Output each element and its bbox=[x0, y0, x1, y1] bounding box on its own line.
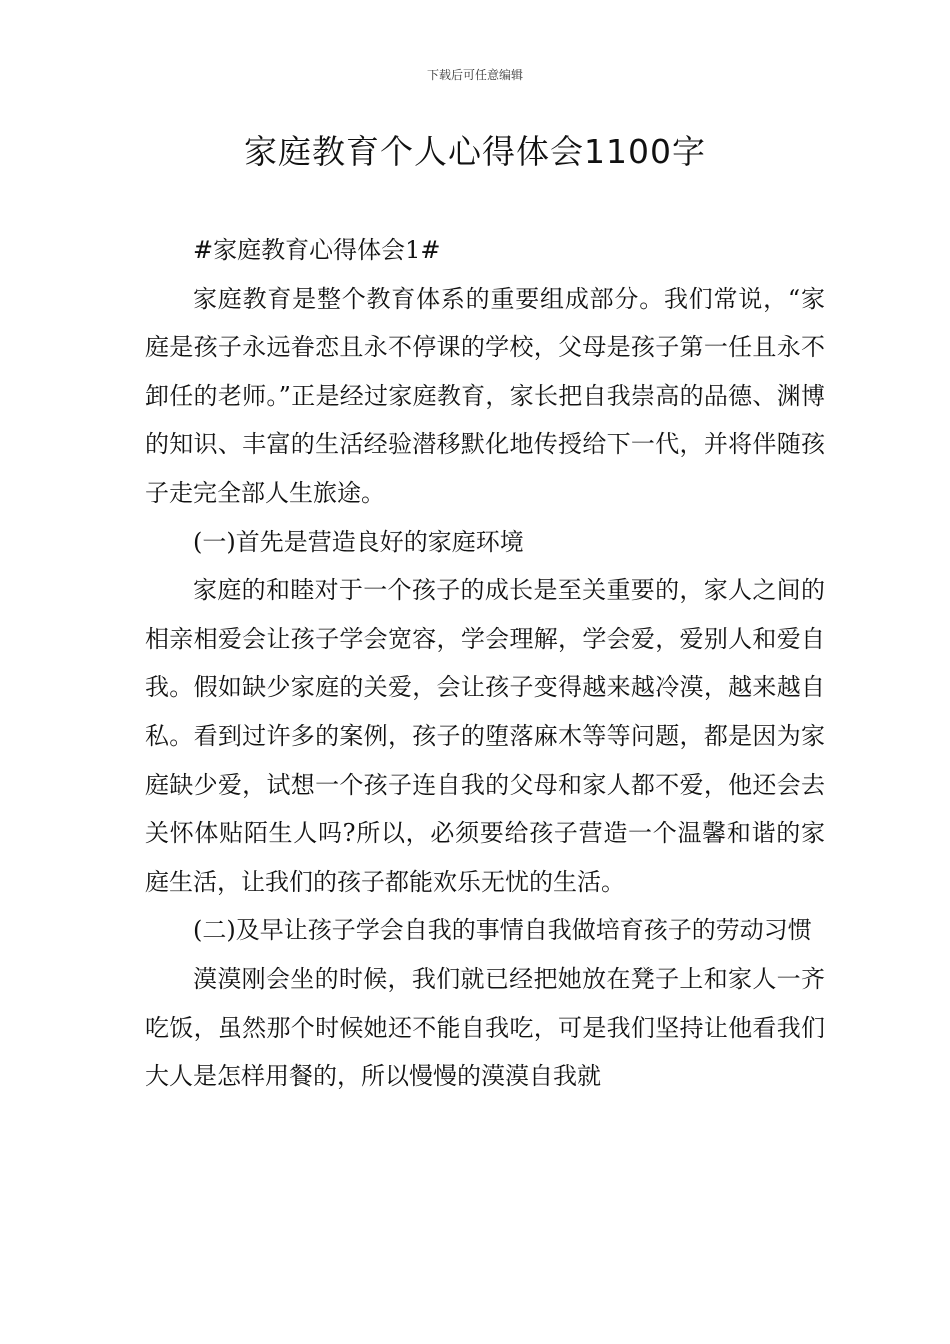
section-heading-1: #家庭教育心得体会1# bbox=[193, 236, 441, 264]
header-note: 下载后可任意编辑 bbox=[426, 68, 523, 82]
document-body bbox=[145, 226, 825, 1101]
paragraph-family-environment: 家庭的和睦对于一个孩子的成长是至关重要的，家人之间的相亲相爱会让孩子学会宽容，学会理解，学会爱，爱别人和爱自我。假如缺少家庭的关爱，会让孩子变得越来越冷漠，越来越自私。看到过许多的案例，孩子的堕落麻木等等问题，都是因为家庭缺少爱，试想一个孩子连自我的父母和家人都不爱，他还会去关怀体贴陌生人吗?所以，必须要给孩子营造一个温馨和谐的家庭生活，让我们的孩子都能欢乐无忧的生活。 bbox=[145, 576, 825, 896]
paragraph-intro: 家庭教育是整个教育体系的重要组成部分。我们常说，“家庭是孩子永远眷恋且永不停课的学校，父母是孩子第一任且永不卸任的老师。”正是经过家庭教育，家长把自我崇高的品德、渊博的知识、丰富的生活经验潜移默化地传授给下一代，并将伴随孩子走完全部人生旅途。 bbox=[145, 284, 825, 507]
document-title: 家庭教育个人心得体会1100字 bbox=[244, 132, 706, 171]
subheading-1: (一)首先是营造良好的家庭环境 bbox=[193, 527, 524, 556]
subheading-2: (二)及早让孩子学会自我的事情自我做培育孩子的劳动习惯 bbox=[193, 916, 812, 945]
paragraph-self-reliance: 漠漠刚会坐的时候，我们就已经把她放在凳子上和家人一齐吃饭，虽然那个时候她还不能自我吃，可是我们坚持让他看我们大人是怎样用餐的，所以慢慢的漠漠自我就 bbox=[145, 964, 825, 1091]
